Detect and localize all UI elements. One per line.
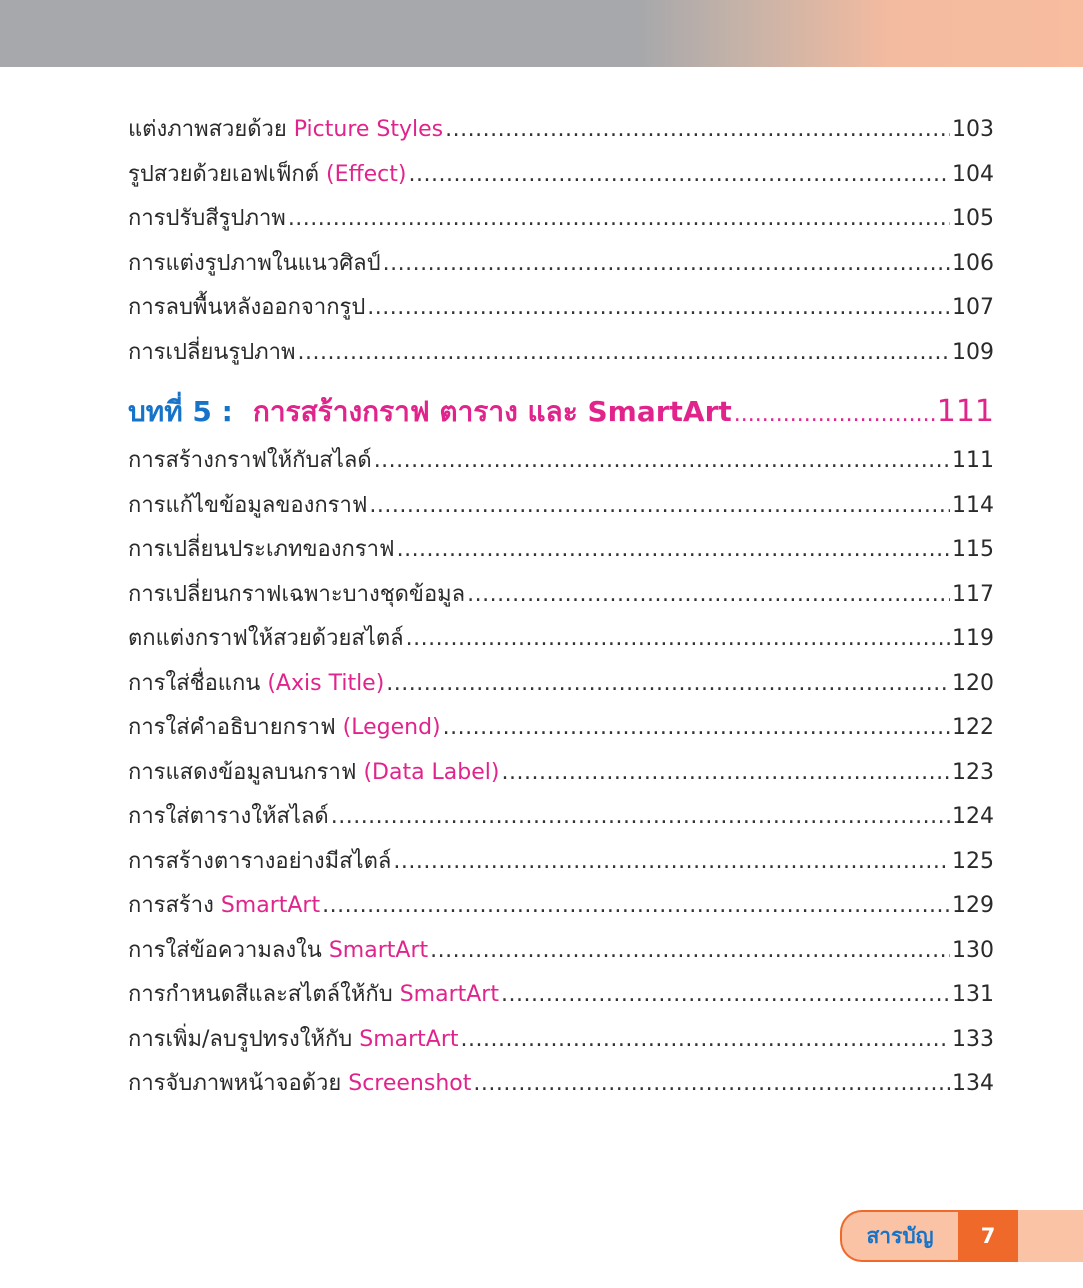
toc-entry-page-number: 129 [952, 893, 994, 918]
toc-entry-title [128, 973, 499, 1018]
toc-entry-page-number: 119 [952, 626, 994, 651]
toc-entry-title [128, 1062, 471, 1107]
toc-entry-page-number: 107 [952, 295, 994, 320]
toc-entry-thai-text: การกำหนดสีและสไตล์ให้กับ [128, 982, 400, 1007]
toc-entry[interactable] [128, 1018, 994, 1063]
footer-decoration [1018, 1210, 1083, 1262]
leader-dots [386, 662, 950, 707]
toc-entry-title [128, 795, 329, 840]
toc-entry-english-text: Picture Styles [293, 117, 444, 142]
toc-entry-page-number: 111 [952, 448, 994, 473]
toc-entry-title [128, 617, 404, 662]
leader-dots [397, 528, 950, 573]
toc-entry-title [128, 929, 428, 974]
toc-entry-page-number: 109 [952, 339, 994, 365]
chapter-title: การสร้างกราฟ ตาราง และ SmartArt [252, 395, 732, 428]
toc-entry-thai-text: การสร้างตารางอย่างมีสไตล์ [128, 848, 392, 874]
chapter-heading[interactable] [128, 385, 994, 439]
toc-entry-title [128, 662, 384, 707]
toc-entry-page-number: 130 [952, 937, 994, 963]
leader-dots [467, 573, 950, 618]
toc-entry-thai-text: การเพิ่ม/ลบรูปทรงให้กับ [128, 1026, 360, 1052]
table-of-contents [128, 108, 994, 1107]
leader-dots [393, 840, 950, 885]
leader-dots [408, 153, 950, 198]
toc-entry-english-text: SmartArt [359, 1026, 459, 1052]
toc-entry-page-number: 123 [952, 759, 994, 785]
toc-entry-title [128, 528, 395, 573]
toc-entry[interactable] [128, 197, 994, 242]
toc-entry-title [128, 484, 367, 529]
header-band [0, 0, 1083, 67]
toc-entry-page-number: 134 [952, 1071, 994, 1096]
leader-dots [367, 286, 950, 331]
toc-entry-thai-text: การสร้างกราฟให้กับสไลด์ [128, 448, 372, 473]
toc-entry-thai-text: การแก้ไขข้อมูลของกราฟ [128, 492, 368, 518]
toc-entry-english-text: SmartArt [399, 982, 499, 1007]
toc-entry-page-number: 105 [952, 206, 994, 231]
leader-dots [734, 388, 935, 442]
toc-entry-page-number: 120 [952, 670, 994, 696]
toc-entry-thai-text: การแต่งรูปภาพในแนวศิลป์ [128, 250, 381, 276]
leader-dots [445, 108, 950, 153]
toc-entry-english-text: (Data Label) [363, 759, 500, 785]
toc-entry-english-text: SmartArt [328, 937, 429, 963]
leader-dots [443, 706, 950, 751]
toc-entry-thai-text: การแสดงข้อมูลบนกราฟ [128, 759, 364, 785]
leader-dots [430, 929, 950, 974]
toc-entry-title [128, 197, 286, 242]
footer-section-label: สารบัญ [840, 1210, 958, 1262]
toc-entry-page-number: 106 [952, 250, 994, 276]
toc-entry-english-text: Screenshot [348, 1071, 472, 1096]
toc-entry-thai-text: รูปสวยด้วยเอฟเฟ็กต์ [128, 161, 326, 187]
leader-dots [374, 439, 950, 484]
toc-entry-title [128, 242, 381, 287]
toc-entry[interactable] [128, 331, 994, 376]
toc-entry-page-number: 117 [952, 581, 994, 607]
leader-dots [288, 197, 950, 242]
toc-section-chapter-5 [128, 439, 994, 1107]
leader-dots [406, 617, 950, 662]
toc-entry-page-number: 131 [952, 982, 994, 1007]
toc-entry-thai-text: การลบพื้นหลังออกจากรูป [128, 295, 366, 320]
footer-page-tab [840, 1210, 1083, 1262]
toc-entry[interactable] [128, 795, 994, 840]
toc-entry[interactable] [128, 242, 994, 287]
toc-entry-thai-text: การใส่ชื่อแกน [128, 670, 268, 696]
toc-entry-title [128, 1018, 459, 1063]
footer-page-number: 7 [958, 1210, 1018, 1262]
toc-entry-title [128, 840, 391, 885]
toc-entry-title [128, 706, 441, 751]
toc-entry-thai-text: การปรับสีรูปภาพ [128, 206, 286, 231]
toc-entry[interactable] [128, 286, 994, 331]
leader-dots [501, 751, 950, 796]
toc-entry-page-number: 103 [952, 117, 994, 142]
toc-entry[interactable] [128, 706, 994, 751]
toc-entry[interactable] [128, 929, 994, 974]
toc-entry-english-text: (Axis Title) [267, 670, 385, 696]
toc-entry-thai-text: แต่งภาพสวยด้วย [128, 117, 294, 142]
toc-entry-thai-text: การสร้าง [128, 893, 221, 918]
toc-entry-page-number: 114 [952, 492, 994, 518]
toc-entry-thai-text: การเปลี่ยนประเภทของกราฟ [128, 537, 395, 562]
toc-entry[interactable] [128, 884, 994, 929]
toc-entry-page-number: 115 [952, 537, 994, 562]
toc-entry[interactable] [128, 573, 994, 618]
leader-dots [322, 884, 950, 929]
toc-entry-thai-text: การเปลี่ยนรูปภาพ [128, 339, 296, 365]
leader-dots [461, 1018, 950, 1063]
toc-entry-title [128, 439, 372, 484]
toc-entry[interactable] [128, 108, 994, 153]
toc-entry-title [128, 331, 296, 376]
toc-entry-page-number: 124 [952, 804, 994, 829]
leader-dots [331, 795, 950, 840]
toc-entry[interactable] [128, 662, 994, 707]
toc-entry-title [128, 573, 465, 618]
chapter-page-number: 111 [936, 394, 994, 429]
toc-entry[interactable] [128, 484, 994, 529]
toc-entry-title [128, 751, 499, 796]
toc-entry-thai-text: การใส่คำอธิบายกราฟ [128, 715, 343, 740]
toc-entry-title [128, 884, 320, 929]
toc-entry-thai-text: การใส่ตารางให้สไลด์ [128, 804, 329, 829]
toc-entry-english-text: (Effect) [326, 161, 407, 187]
toc-entry-title [128, 153, 406, 198]
chapter-label: บทที่ 5 : [128, 395, 233, 428]
leader-dots [501, 973, 950, 1018]
toc-entry-thai-text: การจับภาพหน้าจอด้วย [128, 1071, 349, 1096]
toc-entry-page-number: 133 [952, 1026, 994, 1052]
toc-entry[interactable] [128, 528, 994, 573]
leader-dots [369, 484, 950, 529]
toc-entry-thai-text: การเปลี่ยนกราฟเฉพาะบางชุดข้อมูล [128, 581, 466, 607]
leader-dots [383, 242, 950, 287]
toc-entry[interactable] [128, 1062, 994, 1107]
toc-section-previous [128, 108, 994, 375]
toc-entry[interactable] [128, 840, 994, 885]
toc-entry-page-number: 125 [952, 848, 994, 874]
toc-entry-english-text: SmartArt [220, 893, 321, 918]
toc-entry[interactable] [128, 439, 994, 484]
leader-dots [298, 331, 950, 376]
toc-entry-english-text: (Legend) [342, 715, 441, 740]
toc-entry[interactable] [128, 751, 994, 796]
toc-entry-page-number: 104 [952, 161, 994, 187]
toc-entry-title [128, 286, 365, 331]
toc-entry-thai-text: ตกแต่งกราฟให้สวยด้วยสไตล์ [128, 626, 404, 651]
toc-entry[interactable] [128, 617, 994, 662]
toc-entry[interactable] [128, 153, 994, 198]
toc-entry[interactable] [128, 973, 994, 1018]
toc-entry-page-number: 122 [952, 715, 994, 740]
leader-dots [473, 1062, 950, 1107]
toc-entry-title [128, 108, 443, 153]
toc-entry-thai-text: การใส่ข้อความลงใน [128, 937, 329, 963]
